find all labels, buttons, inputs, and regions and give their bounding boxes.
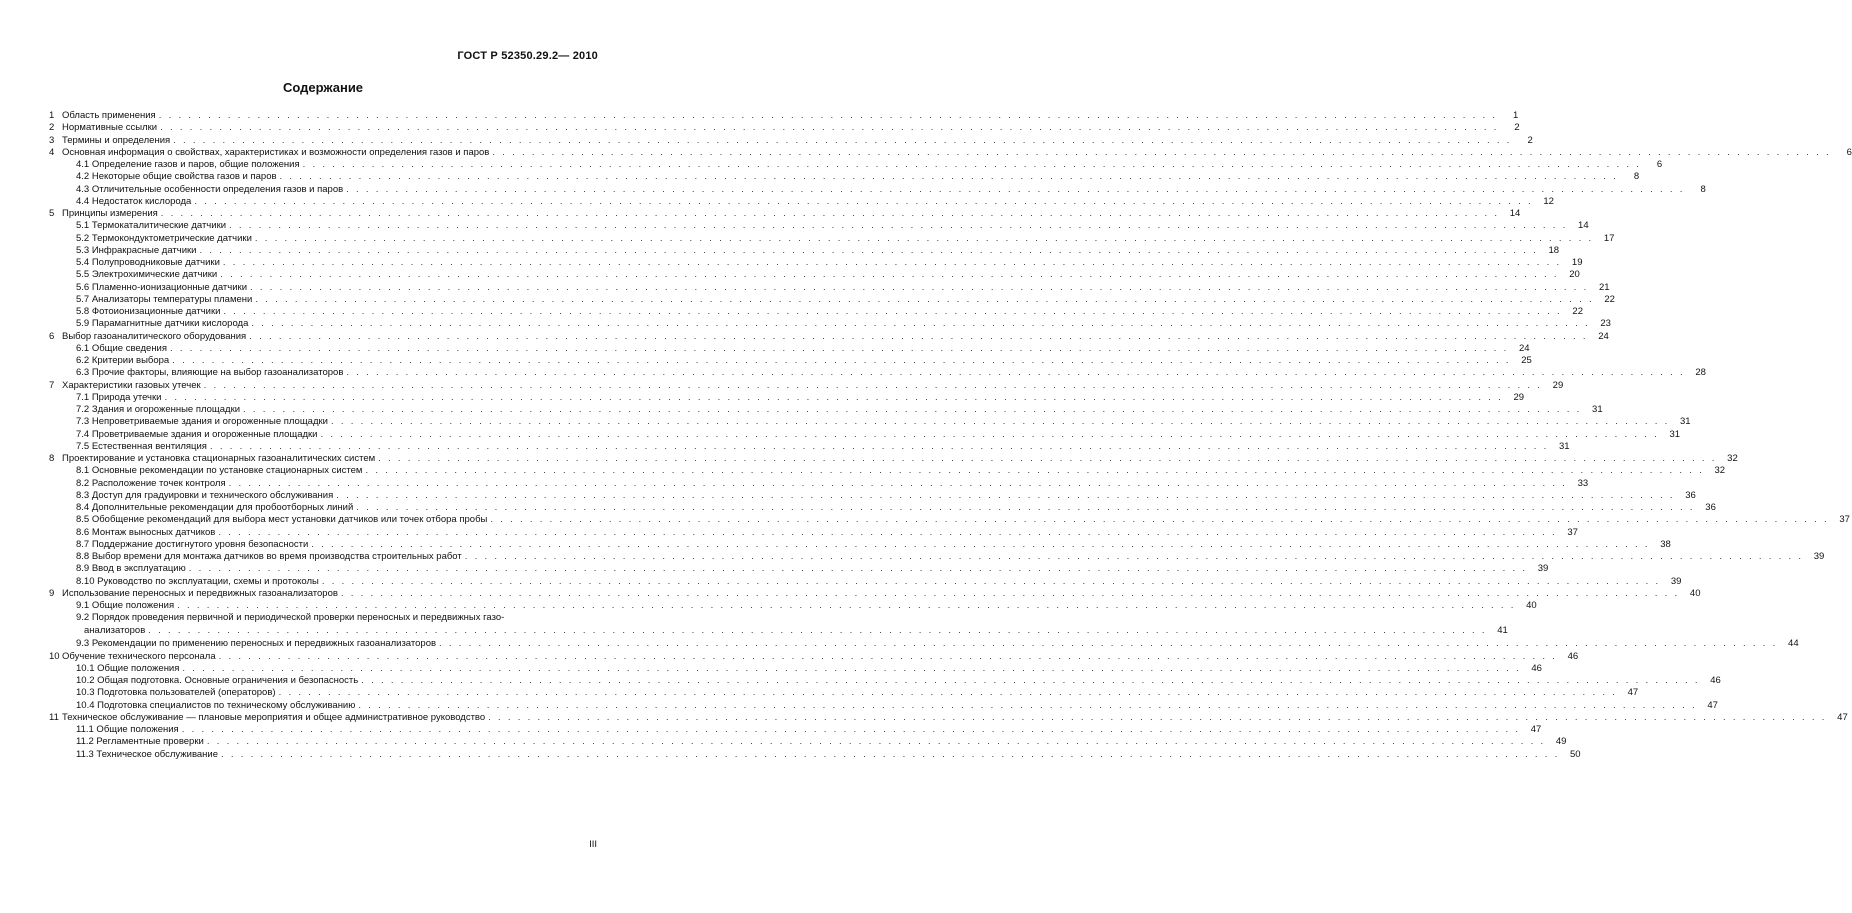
toc-entry-page: 36 bbox=[1705, 502, 1716, 513]
toc-entry-label: 8.8 Выбор времени для монтажа датчиков во время производства строительных работ bbox=[76, 551, 462, 562]
toc-entry-page: 29 bbox=[1552, 379, 1564, 391]
toc-entry-page: 37 bbox=[1567, 526, 1578, 538]
toc-entry-page: 36 bbox=[1685, 489, 1696, 501]
toc-entry-label: 6.1 Общие сведения bbox=[76, 342, 168, 354]
toc-entry-label: 7.5 Естественная вентиляция bbox=[76, 440, 207, 452]
toc-entry-number: 7 bbox=[49, 379, 55, 391]
toc-entry[interactable] bbox=[49, 551, 1825, 563]
toc-entry[interactable] bbox=[49, 355, 1532, 367]
toc-entry[interactable] bbox=[49, 563, 1549, 575]
toc-entry-page: 46 bbox=[1710, 675, 1721, 686]
toc-entry-label: 9.3 Рекомендации по применению переносных и передвижных газоанализаторов bbox=[76, 638, 437, 650]
toc-entry[interactable] bbox=[49, 257, 1583, 269]
dot-leader bbox=[219, 651, 1558, 663]
toc-entry[interactable] bbox=[49, 281, 1610, 294]
toc-entry-label: 11.3 Техническое обслуживание bbox=[76, 748, 219, 760]
toc-entry-label: 10.4 Подготовка специалистов по техническому обслуживанию bbox=[76, 699, 356, 711]
dot-leader bbox=[159, 110, 1498, 122]
toc-entry-label: 10.3 Подготовка пользователей (операторов) bbox=[76, 687, 276, 699]
dot-leader bbox=[199, 245, 1538, 257]
toc-entry-number: 11 bbox=[49, 711, 59, 723]
toc-entry-number: 4 bbox=[49, 146, 55, 158]
toc-entry-page: 12 bbox=[1543, 195, 1554, 207]
toc-entry-label: 8.9 Ввод в эксплуатацию bbox=[76, 563, 186, 575]
toc-entry-number: 9 bbox=[49, 587, 55, 599]
toc-entry-page: 31 bbox=[1669, 428, 1681, 440]
toc-entry-label: 10.1 Общие положения bbox=[76, 662, 180, 674]
dot-leader bbox=[490, 514, 1829, 526]
dot-leader bbox=[172, 355, 1511, 367]
toc-entry[interactable] bbox=[49, 625, 1508, 638]
toc-entry-label: 8.1 Основные рекомендации по установке стационарных систем bbox=[76, 465, 363, 477]
toc-entry[interactable] bbox=[49, 638, 1799, 650]
toc-entry-page: 47 bbox=[1627, 687, 1639, 699]
toc-entry-page: 24 bbox=[1519, 342, 1530, 354]
dot-leader bbox=[255, 233, 1594, 245]
toc-entry-number: 8 bbox=[49, 453, 55, 464]
toc-entry-label: 5.1 Термокаталитические датчики bbox=[76, 220, 227, 232]
toc-entry-label: Область применения bbox=[62, 110, 156, 121]
toc-entry-label: 5.3 Инфракрасные датчики bbox=[76, 244, 197, 256]
toc-entry-label: 5.2 Термокондуктометрические датчики bbox=[76, 232, 252, 244]
toc-entry-page: 23 bbox=[1600, 318, 1611, 330]
toc-entry[interactable] bbox=[49, 538, 1671, 551]
document-code: ГОСТ Р 52350.29.2— 2010 bbox=[457, 50, 598, 62]
toc-entry-label: 8.4 Дополнительные рекомендации для пробоотборных линий bbox=[76, 502, 354, 513]
dot-leader bbox=[465, 551, 1804, 563]
toc-entry-label: 5.6 Пламенно-ионизационные датчики bbox=[76, 281, 247, 293]
toc-entry[interactable] bbox=[49, 465, 1726, 477]
dot-leader bbox=[194, 196, 1533, 208]
toc-entry-label: Характеристики газовых утечек bbox=[62, 379, 201, 391]
dot-leader bbox=[161, 208, 1500, 220]
toc-entry-page: 14 bbox=[1509, 208, 1521, 219]
toc-entry[interactable] bbox=[49, 526, 1578, 539]
toc-entry-page: 49 bbox=[1555, 736, 1567, 748]
dot-leader bbox=[204, 380, 1543, 392]
toc-entry-page: 29 bbox=[1513, 391, 1525, 403]
toc-entry[interactable] bbox=[49, 699, 1718, 712]
dot-leader bbox=[331, 416, 1670, 428]
toc-entry-label: 5.8 Фотоионизационные датчики bbox=[76, 306, 221, 317]
toc-entry-page: 8 bbox=[1633, 171, 1640, 183]
toc-entry-label: 8.2 Расположение точек контроля bbox=[76, 477, 226, 489]
toc-entry[interactable] bbox=[49, 687, 1639, 699]
toc-entry[interactable] bbox=[49, 110, 1519, 122]
dot-leader bbox=[439, 638, 1778, 650]
toc-entry-page: 8 bbox=[1700, 183, 1706, 195]
toc-entry-page: 39 bbox=[1537, 563, 1549, 575]
toc-entry-page: 33 bbox=[1577, 477, 1589, 489]
toc-entry-label: Нормативные ссылки bbox=[62, 122, 158, 134]
dot-leader bbox=[148, 625, 1487, 637]
toc-entry[interactable] bbox=[49, 195, 1554, 208]
toc-entry-page: 38 bbox=[1660, 538, 1671, 550]
toc-entry[interactable] bbox=[49, 736, 1567, 748]
toc-entry[interactable] bbox=[49, 711, 1848, 724]
toc-entry-page: 28 bbox=[1695, 367, 1706, 379]
toc-entry-page: 24 bbox=[1598, 330, 1609, 342]
dot-leader bbox=[492, 147, 1831, 159]
toc-entry-label: 4.1 Определение газов и паров, общие положения bbox=[76, 159, 300, 170]
toc-entry-number: 1 bbox=[49, 110, 55, 121]
dot-leader bbox=[251, 318, 1590, 330]
toc-entry[interactable] bbox=[49, 318, 1611, 330]
toc-entry-label: 8.5 Обобщение рекомендаций для выбора мест установки датчиков или точек отбора пробы bbox=[76, 514, 488, 526]
toc-entry-number: 3 bbox=[49, 134, 55, 146]
dot-leader bbox=[207, 736, 1546, 748]
toc-entry-label: 9.2 Порядок проведения первичной и периодической проверки переносных и передвижных газо- bbox=[76, 612, 505, 624]
toc-entry-page: 40 bbox=[1689, 587, 1701, 599]
toc-entry-page: 31 bbox=[1558, 440, 1570, 452]
toc-entry-page: 20 bbox=[1569, 269, 1580, 281]
toc-entry-label: 8.3 Доступ для градуировки и технического обслуживания bbox=[76, 489, 334, 501]
toc-entry-label: Обучение технического персонала bbox=[62, 650, 216, 662]
toc-entry[interactable] bbox=[49, 342, 1530, 355]
toc-entry[interactable] bbox=[49, 183, 1706, 196]
toc-entry[interactable] bbox=[49, 675, 1721, 687]
toc-entry[interactable] bbox=[49, 330, 1609, 343]
toc-entry[interactable] bbox=[49, 440, 1570, 453]
toc-entry[interactable] bbox=[49, 208, 1521, 220]
toc-entry[interactable] bbox=[49, 600, 1537, 612]
toc-entry-page: 44 bbox=[1788, 638, 1799, 650]
dot-leader bbox=[311, 539, 1650, 551]
toc-entry[interactable] bbox=[49, 514, 1850, 526]
dot-leader bbox=[173, 135, 1512, 147]
toc-entry[interactable] bbox=[49, 391, 1525, 404]
toc-entry-label: 5.4 Полупроводниковые датчики bbox=[76, 257, 220, 268]
toc-entry-page: 47 bbox=[1530, 724, 1542, 735]
toc-entry-page: 22 bbox=[1572, 306, 1583, 317]
toc-entry[interactable] bbox=[49, 244, 1560, 257]
page-number: III bbox=[589, 839, 597, 850]
toc-entry-label: 11.1 Общие положения bbox=[76, 724, 179, 735]
toc-entry-page: 31 bbox=[1592, 404, 1603, 415]
dot-leader bbox=[356, 502, 1695, 514]
dot-leader bbox=[210, 441, 1549, 453]
dot-leader bbox=[280, 171, 1619, 183]
toc-entry-page: 18 bbox=[1548, 244, 1560, 256]
toc-entry-number: 5 bbox=[49, 208, 55, 219]
dot-leader bbox=[189, 563, 1528, 575]
toc-entry-page: 41 bbox=[1497, 625, 1508, 637]
toc-entry-page: 47 bbox=[1707, 699, 1718, 711]
toc-entry-number: 2 bbox=[49, 122, 55, 134]
dot-leader bbox=[488, 712, 1827, 724]
dot-leader bbox=[160, 122, 1499, 134]
dot-leader bbox=[221, 749, 1560, 761]
dot-leader bbox=[170, 343, 1509, 355]
toc-entry-label: Основная информация о свойствах, характеристиках и возможности определения газов и паров bbox=[62, 146, 490, 158]
toc-entry-page: 47 bbox=[1837, 711, 1848, 723]
toc-entry[interactable] bbox=[49, 146, 1852, 159]
toc-entry-page: 46 bbox=[1567, 650, 1579, 662]
toc-entry-label: Проектирование и установка стационарных газоаналитических систем bbox=[62, 453, 376, 464]
toc-entry-page: 19 bbox=[1571, 257, 1583, 268]
dot-leader bbox=[182, 724, 1521, 736]
toc-entry-label: Выбор газоаналитического оборудования bbox=[62, 330, 247, 342]
dot-leader bbox=[346, 184, 1685, 196]
dot-leader bbox=[229, 478, 1568, 490]
dot-leader bbox=[346, 367, 1685, 379]
toc-entry-label: 5.5 Электрохимические датчики bbox=[76, 269, 218, 281]
dot-leader bbox=[361, 675, 1700, 687]
toc-entry-label: 7.2 Здания и огороженные площадки bbox=[76, 404, 241, 415]
toc-entry[interactable] bbox=[49, 428, 1681, 441]
toc-entry-page: 46 bbox=[1531, 662, 1542, 674]
dot-leader bbox=[229, 220, 1568, 232]
toc-entry[interactable] bbox=[49, 367, 1706, 379]
toc-entry-page: 39 bbox=[1670, 575, 1682, 587]
toc-entry-label: 5.9 Парамагнитные датчики кислорода bbox=[76, 318, 249, 330]
dot-leader bbox=[250, 282, 1589, 294]
dot-leader bbox=[378, 453, 1717, 465]
toc-entry-label: 7.4 Проветриваемые здания и огороженные площадки bbox=[76, 428, 318, 440]
toc-entry[interactable] bbox=[49, 269, 1580, 281]
toc-entry-label: Принципы измерения bbox=[62, 208, 158, 219]
toc-entry-page: 2 bbox=[1527, 134, 1533, 146]
toc-entry-page: 22 bbox=[1604, 293, 1615, 305]
toc-entry-page: 2 bbox=[1514, 122, 1520, 134]
toc-entry-page: 1 bbox=[1512, 110, 1519, 121]
toc-entry-label: 4.2 Некоторые общие свойства газов и паров bbox=[76, 171, 277, 183]
toc-entry[interactable] bbox=[49, 379, 1564, 392]
toc-entry-label: 9.1 Общие положения bbox=[76, 600, 175, 611]
toc-entry[interactable] bbox=[49, 612, 600, 625]
dot-leader bbox=[223, 257, 1562, 269]
toc-entry[interactable] bbox=[49, 404, 1603, 416]
toc-entry[interactable] bbox=[49, 575, 1682, 588]
toc-entry-number: 10 bbox=[49, 650, 60, 662]
toc-entry[interactable] bbox=[49, 159, 1663, 171]
toc-entry[interactable] bbox=[49, 306, 1583, 318]
toc-entry[interactable] bbox=[49, 416, 1691, 428]
toc-entry-label: Техническое обслуживание — плановые мероприятия и общее административное руководство bbox=[62, 711, 486, 723]
toc-entry-number: 6 bbox=[49, 330, 55, 342]
toc-entry[interactable] bbox=[49, 489, 1696, 502]
toc-entry[interactable] bbox=[49, 122, 1520, 134]
toc-entry-page: 40 bbox=[1526, 600, 1537, 611]
page-title: Содержание bbox=[282, 80, 364, 95]
dot-leader bbox=[358, 700, 1697, 712]
dot-leader bbox=[249, 331, 1588, 343]
toc-entry-page: 17 bbox=[1603, 232, 1615, 244]
toc-entry-page: 6 bbox=[1656, 159, 1663, 170]
toc-entry-page: 37 bbox=[1839, 514, 1850, 526]
toc-entry-page: 39 bbox=[1813, 551, 1825, 562]
toc-entry-label: 4.3 Отличительные особенности определения газов и паров bbox=[76, 183, 344, 195]
toc-entry[interactable] bbox=[49, 171, 1640, 183]
toc-entry-label: 8.6 Монтаж выносных датчиков bbox=[76, 526, 216, 538]
toc-entry[interactable] bbox=[49, 232, 1615, 245]
toc-entry-label: 7.1 Природа утечки bbox=[76, 391, 162, 403]
toc-entry-label: 8.7 Поддержание достигнутого уровня безопасности bbox=[76, 538, 309, 550]
dot-leader bbox=[177, 600, 1516, 612]
dot-leader bbox=[218, 527, 1557, 539]
toc-entry-label: Термины и определения bbox=[62, 134, 171, 146]
dot-leader bbox=[220, 269, 1559, 281]
dot-leader bbox=[336, 490, 1675, 502]
toc-entry[interactable] bbox=[49, 662, 1542, 675]
toc-entry[interactable] bbox=[49, 477, 1589, 490]
dot-leader bbox=[223, 306, 1562, 318]
toc-entry-label: 11.2 Регламентные проверки bbox=[76, 736, 204, 748]
toc-entry-label: 5.7 Анализаторы температуры пламени bbox=[76, 293, 253, 305]
toc-entry-label: 6.3 Прочие факторы, влияющие на выбор газоанализаторов bbox=[76, 367, 344, 379]
dot-leader bbox=[182, 663, 1521, 675]
dot-leader bbox=[279, 687, 1618, 699]
dot-leader bbox=[341, 588, 1680, 600]
toc-entry[interactable] bbox=[49, 220, 1589, 232]
table-of-contents bbox=[49, 110, 1852, 761]
toc-entry-page: 6 bbox=[1846, 146, 1852, 158]
toc-entry-page: 32 bbox=[1727, 453, 1738, 464]
toc-entry-label: Использование переносных и передвижных газоанализаторов bbox=[62, 587, 338, 599]
toc-entry-label: 10.2 Общая подготовка. Основные ограничения и безопасность bbox=[76, 675, 359, 686]
dot-leader bbox=[303, 159, 1642, 171]
toc-entry[interactable] bbox=[49, 748, 1581, 761]
toc-entry[interactable] bbox=[49, 724, 1542, 736]
toc-entry-label: 6.2 Критерии выбора bbox=[76, 355, 170, 366]
dot-leader bbox=[164, 392, 1503, 404]
toc-entry-page: 32 bbox=[1714, 465, 1726, 477]
dot-leader bbox=[322, 576, 1661, 588]
dot-leader bbox=[321, 429, 1660, 441]
toc-entry-label: анализаторов bbox=[84, 625, 146, 637]
dot-leader bbox=[365, 465, 1704, 477]
toc-entry-page: 21 bbox=[1599, 281, 1610, 293]
toc-entry-page: 25 bbox=[1521, 355, 1532, 366]
toc-entry-page: 14 bbox=[1578, 220, 1589, 232]
dot-leader bbox=[243, 404, 1582, 416]
toc-entry-page: 31 bbox=[1679, 416, 1691, 428]
toc-entry-page: 50 bbox=[1570, 748, 1581, 760]
toc-entry-label: 4.4 Недостаток кислорода bbox=[76, 195, 192, 207]
toc-entry-label: 8.10 Руководство по эксплуатации, схемы и протоколы bbox=[76, 575, 319, 587]
toc-entry[interactable] bbox=[49, 502, 1716, 514]
toc-entry-label: 7.3 Непроветриваемые здания и огороженные площадки bbox=[76, 416, 328, 428]
toc-entry[interactable] bbox=[49, 587, 1701, 600]
toc-entry[interactable] bbox=[49, 650, 1579, 663]
dot-leader bbox=[255, 294, 1594, 306]
toc-entry[interactable] bbox=[49, 293, 1615, 306]
toc-entry[interactable] bbox=[49, 453, 1738, 465]
toc-entry[interactable] bbox=[49, 134, 1533, 147]
